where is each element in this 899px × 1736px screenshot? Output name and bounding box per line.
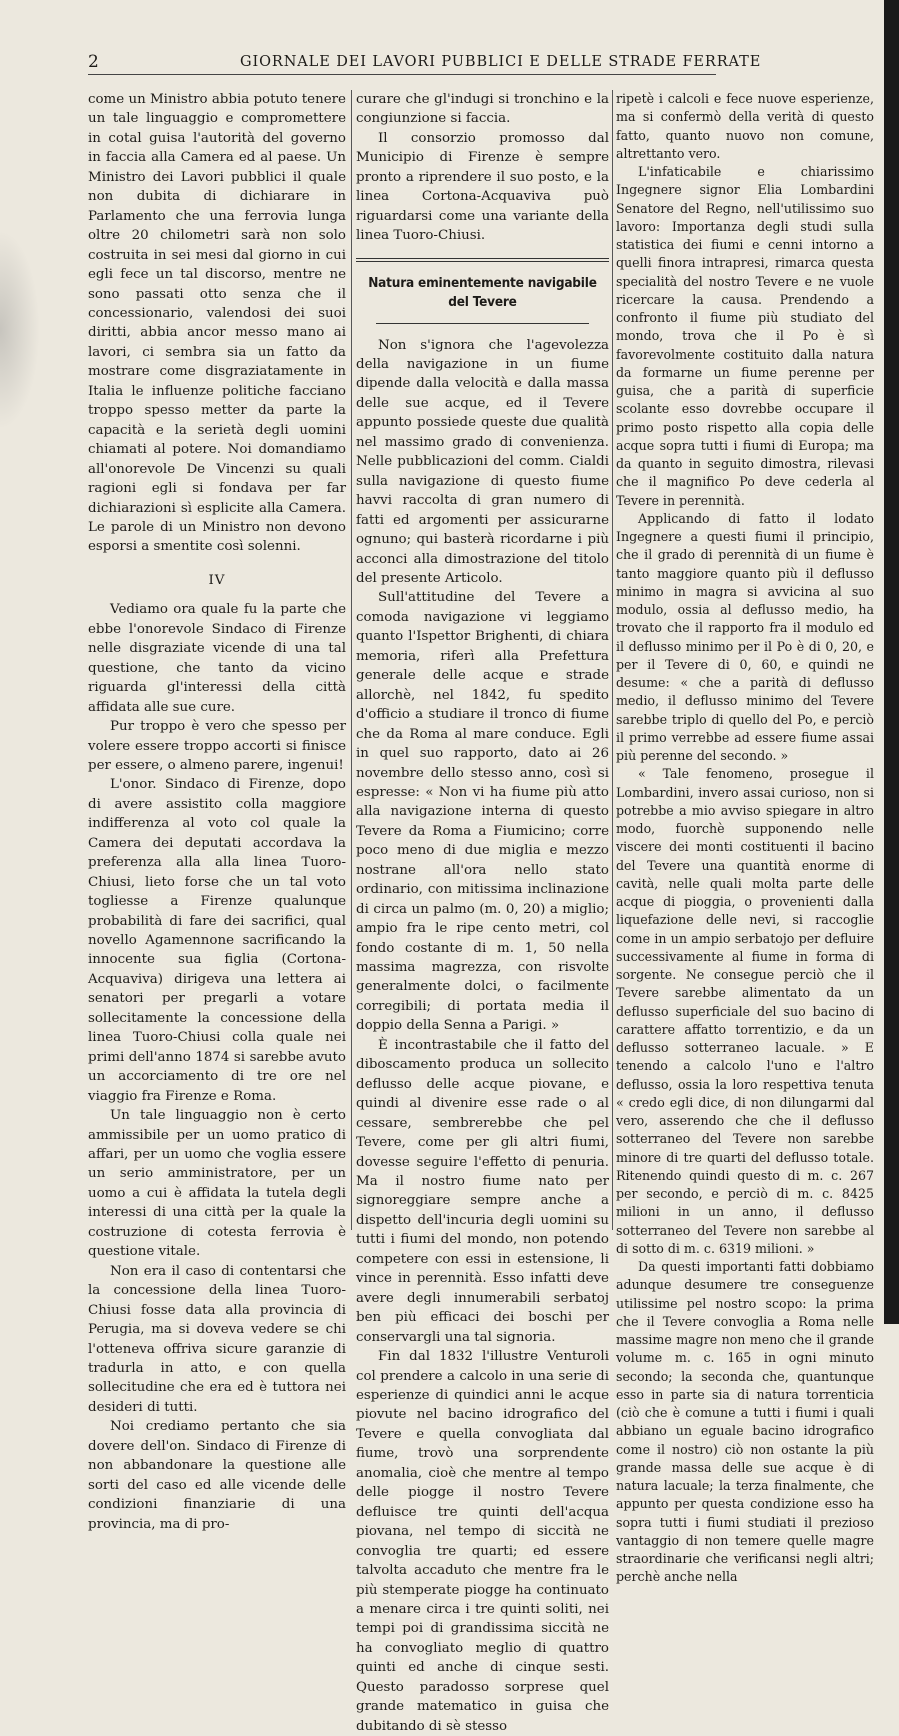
paragraph: L'onor. Sindaco di Firenze, dopo di avere assistito colla maggiore indifferenza al voto col quale la Camera dei deputati accordava la preferenza alla alla linea Tuoro-Chiusi, lieto forse che un tal voto togliesse a Firenze qualunque probabilità di fare dei sacrifici, qual novello Agamennone sacrificando la innocente sua figlia (Cortona-Acquaviva) dirigeva una lettera ai senatori per pregarli a votare sollecitamente la concessione della linea Tuoro-Chiusi colla quale nei primi dell'anno 1874 si sarebbe avuto un accorciamento di tre ore nel viaggio fra Firenze e Roma. [88, 777, 346, 1104]
column-rule [612, 90, 613, 1230]
article-rule [356, 258, 609, 262]
paragraph: È incontrastabile che il fatto del diboscamento produca un sollecito deflusso delle acque piovane, e quindi al divenire esse rade o al cessare, sembrerebbe che pel Tevere, come per gli altri fiumi, dovesse seguire l'effetto di penuria. Ma il nostro fiume nato per signoreggiare sempre anche a dispetto dell'incuria degli uomini su tutti i fiumi del mondo, non potendo competere con essi in estensione, li vince in perennità. Esso infatti deve avere degli innumerabili serbatoj ben più efficaci dei boschi per conservargli una tal signoria. [356, 1037, 609, 1345]
paragraph: Non s'ignora che l'agevolezza della navigazione in un fiume dipende dalla velocità e dalla massa delle sue acque, ed il Tevere appunto possiede queste due qualità nel massimo grado di convenienza. Nelle pubblicazioni del comm. Cialdi sulla navigazione di questo fiume havvi raccolta di gran numero di fatti ed argomenti per assicurarne ognuno; qui basterà ricordarne i più acconci alla dimostrazione del titolo del presente Articolo. [356, 337, 609, 586]
paragraph: Noi crediamo pertanto che sia dovere dell'on. Sindaco di Firenze di non abbandonare la questione alle sorti del caso ed alle vicende delle condizioni finanziarie di una provincia, ma di pro- [88, 1419, 346, 1532]
paragraph: L'infaticabile e chiarissimo Ingegnere signor Elia Lombardini Senatore del Regno, nell'utilissimo suo lavoro: Importanza degli studi sulla statistica dei fiumi e cenni intorno a quelli finora intrapresi, rimarca questa specialità del nostro Tevere e ne vuole ricercare la causa. Prendendo a confronto il fiume più studiato del mondo, trova che il Po è sì favorevolmente costituito dalla natura da formarne un fiume perenne per guisa, che a parità di superficie scolante esso dovrebbe occupare il primo posto rispetto alla copia delle acque sopra tutti i fiumi di Europa; ma da quanto in seguito dimostra, rilevasi che il magnifico Po deve cederla al Tevere in perennità. [616, 164, 874, 508]
paragraph: Applicando di fatto il lodato Ingegnere a questi fiumi il principio, che il grado di perennità di un fiume è tanto maggiore quanto più il deflusso minimo in magra si avvicina al suo modulo, ossia al deflusso medio, ha trovato che il rapporto fra il modulo ed il deflusso minimo per il Po è di 0, 20, e per il Tevere di 0, 60, e quindi ne desume: « che a parità di deflusso medio, il deflusso minimo del Tevere sarebbe triplo di quello del Po, e perciò il primo verrebbe ad essere fiume assai più perenne del secondo. » [616, 510, 874, 763]
paragraph: « Tale fenomeno, prosegue il Lombardini, invero assai curioso, non si potrebbe a mio avviso spiegare in altro modo, fuorchè supponendo nelle viscere dei monti costituenti il bacino del Tevere una quantità enorme di cavità, nelle quali molta parte delle acque di pioggia, o provenienti dalla liquefazione delle nevi, si raccoglie come in un ampio serbatojo per defluire successivamente al fiume in forma di sorgente. Ne conseguе perciò che il Tevere sarebbe alimentato da un deflusso superficiale del suo bacino di carattere affatto torrentizio, e da un deflusso sotterraneo lacuale. » E tenendo a calcolo l'uno e l'altro deflusso, ossia la loro respettiva tenuta « credo egli dice, di non dilungarmi dal vero, asserendo che che il deflusso sotterraneo del Tevere non sarebbe minore di tre quarti del deflusso totale. Ritenendo quindi questo di m. c. 267 per secondo, e perciò di m. c. 8425 milioni in un anno, il deflusso sotterraneo del Tevere non sarebbe al di sotto di m. c. 6319 milioni. » [616, 766, 874, 1256]
page-number: 2 [88, 52, 99, 72]
paragraph: Il consorzio promosso dal Municipio di Firenze è sempre pronto a riprendere il suo posto, e la linea Cortona-Acquaviva può riguardarsi come una variante della linea Tuoro-Chiusi. [356, 130, 609, 244]
column-rule [351, 90, 352, 1230]
column-1 [88, 90, 346, 1532]
paragraph: Da questi importanti fatti dobbiamo adunque desumere tre conseguenze utilissime pel nostro scopo: la prima che il Tevere convoglia a Roma nelle massime magre non meno che il grande volume m. c. 165 in ogni minuto secondo; la seconda che, quantunque esso in parte sia di natura torrenticia (ciò che è comune a tutti i fiumi i quali abbiano un eguale bacino idrografico come il nostro) ciò non ostante la più grande massa delle sue acque è di natura lacuale; la terza finalmente, che appunto per questa condizione esso ha sopra tutti i fiumi studiati il prezioso vantaggio di non temere quelle magre straordinarie che verificansi negli altri; perchè anche nella [616, 1259, 874, 1585]
paragraph: ripetè i calcoli e fece nuove esperienze, ma si confermò della verità di questo fatto, quanto nuovo non comune, altrettanto vero. [616, 91, 874, 161]
paragraph: come un Ministro abbia potuto tenere un tale linguaggio e compromettere in cotal guisa l'autorità del governo in faccia alla Camera ed al paese. Un Ministro dei Lavori pubblici il quale non dubita di dichiarare in Parlamento che una ferrovia lunga oltre 20 chilometri sarà non solo costruita in sei mesi dal giorno in cui egli fece un tal discorso, mentre ne sono passati otto senza che il concessionario, valendosi dei suoi diritti, abbia ancor messo mano ai lavori, ci sembra sia un fatto da mostrare come disgraziatamente in Italia le influenze politiche facciano troppo spesso metter da parte la capacità e la serietà degli uomini chiamati al potere. Noi domandiamo all'onorevole De Vincenzi su quali ragioni egli si fondava per far dichiarazioni sì esplicite alla Camera. Le parole di un Ministro non devono esporsi a smentite così solenni. [88, 92, 346, 555]
paragraph: Vediamo ora quale fu la parte che ebbe l'onorevole Sindaco di Firenze nelle disgraziate vicende di una tal questione, che tanto da vicino riguarda gl'interessi della città affidata alle sue cure. [88, 602, 346, 715]
paragraph: Non era il caso di contentarsi che la concessione della linea Tuoro-Chiusi fosse data alla provincia di Perugia, ma si doveva vedere se chi l'otteneva offriva sicure garanzie di tradurla in atto, e con quella sollecitudine che era ed è tuttora nei desideri di tutti. [88, 1263, 346, 1415]
paragraph: Un tale linguaggio non è certo ammissibile per un uomo pratico di affari, per un uomo che voglia essere un serio amministratore, per un uomo a cui è affidata la tutela degli interessi di una città per la quale la costruzione di cotesta ferrovia è questione vitale. [88, 1108, 346, 1260]
header-rule [88, 74, 716, 75]
column-3 [616, 90, 874, 1585]
section-number: IV [208, 572, 226, 588]
paragraph: Sull'attitudine del Tevere a comoda navigazione vi leggiamo quanto l'Ispettor Brighenti, di chiara memoria, riferì alla Prefettura generale delle acque e strade allorchè, nel 1842, fu spedito d'officio a studiare il tronco di fiume che da Roma al mare conduce. Egli in quel suo rapporto, dato ai 26 novembre dello stesso anno, così si espresse: « Non vi ha fiume più atto alla navigazione interna di questo Tevere da Roma a Fiumicino; corre poco meno di due miglia e mezzo nostrane all'ora nello stato ordinario, con mitissima inclinazione di circa un palmo (m. 0, 20) a miglio; ampio fra le ripe cento metri, col fondo costante di m. 1, 50 nella massima magrezza, con risvolte generalmente dolci, o facilmente corregibili; di portata media il doppio della Senna a Parigi. » [356, 590, 609, 1034]
column-2 [356, 90, 609, 1734]
paragraph: Fin dal 1832 l'illustre Venturoli col prendere a calcolo in una serie di esperienze di quindici anni le acque piovute nel bacino idrografico del Tevere e quella convogliata dal fiume, trovò una sorprendente anomalia, cioè che mentre al tempo delle piogge il nostro Tevere defluisce tre quinti dell'acqua piovana, nel tempo di siccità ne convoglia tre quarti; ed essere talvolta accaduto che mentre fra le più stemperate piogge ha continuato a menare circa i tre quinti soliti, nei tempi poi di grandissima siccità ne ha convogliato meglio di quattro quinti ed anche di cinque sesti. Questo paradosso sorprese quel grande matematico in guisa che dubitando di sè stesso [356, 1349, 609, 1734]
paragraph: Pur troppo è vero che spesso per volere essere troppo accorti si finisce per essere, o almeno parere, ingenui! [88, 719, 346, 773]
paragraph: curare che gl'indugi si tronchino e la congiunzione si faccia. [356, 92, 609, 127]
running-title: GIORNALE DEI LAVORI PUBBLICI E DELLE STRADE FERRATE [240, 54, 762, 70]
scan-edge [884, 0, 899, 1324]
page-smudge [0, 230, 40, 430]
title-underline [376, 323, 589, 324]
article-title: Natura eminentemente navigabile del Tevere [368, 274, 597, 311]
